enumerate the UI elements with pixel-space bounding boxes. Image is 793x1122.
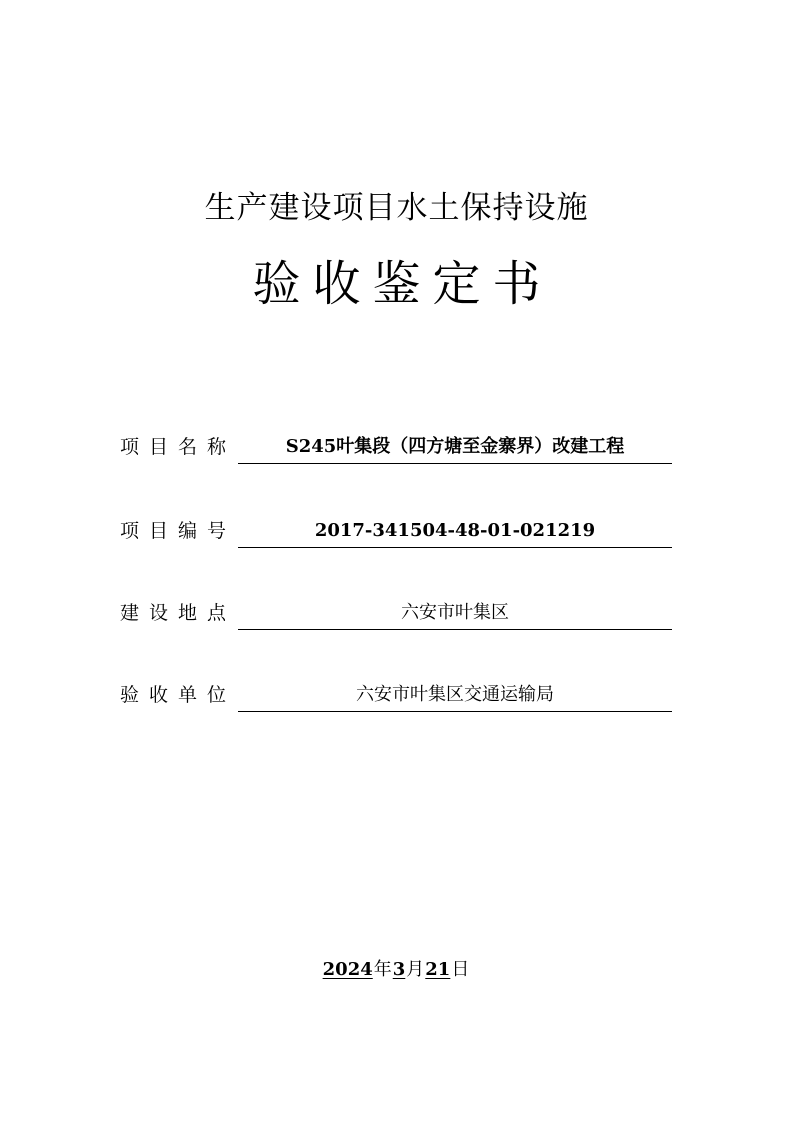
document-title: 生产建设项目水土保持设施 <box>204 190 589 226</box>
field-value: 六安市叶集区交通运输局 <box>238 681 672 712</box>
date-day: 21 <box>425 959 451 980</box>
document-subtitle: 验收鉴定书 <box>252 256 553 312</box>
field-label: 验收单位 <box>120 684 237 706</box>
date-year-unit: 年 <box>373 959 392 980</box>
date-month-unit: 月 <box>406 959 425 980</box>
date-year: 2024 <box>322 959 373 980</box>
date-month: 3 <box>392 959 406 980</box>
field-project-name <box>120 430 672 464</box>
field-label: 建设地点 <box>120 602 237 624</box>
field-project-number <box>120 514 672 548</box>
field-value: 六安市叶集区 <box>238 599 672 630</box>
field-label: 项目编号 <box>120 520 237 542</box>
field-label: 项目名称 <box>120 436 237 458</box>
field-construction-site <box>120 596 672 630</box>
date-day-unit: 日 <box>451 959 470 980</box>
field-value: S245叶集段（四方塘至金寨界）改建工程 <box>238 433 672 464</box>
field-value: 2017-341504-48-01-021219 <box>238 517 672 548</box>
document-date <box>0 956 793 984</box>
field-acceptance-unit <box>120 678 672 712</box>
